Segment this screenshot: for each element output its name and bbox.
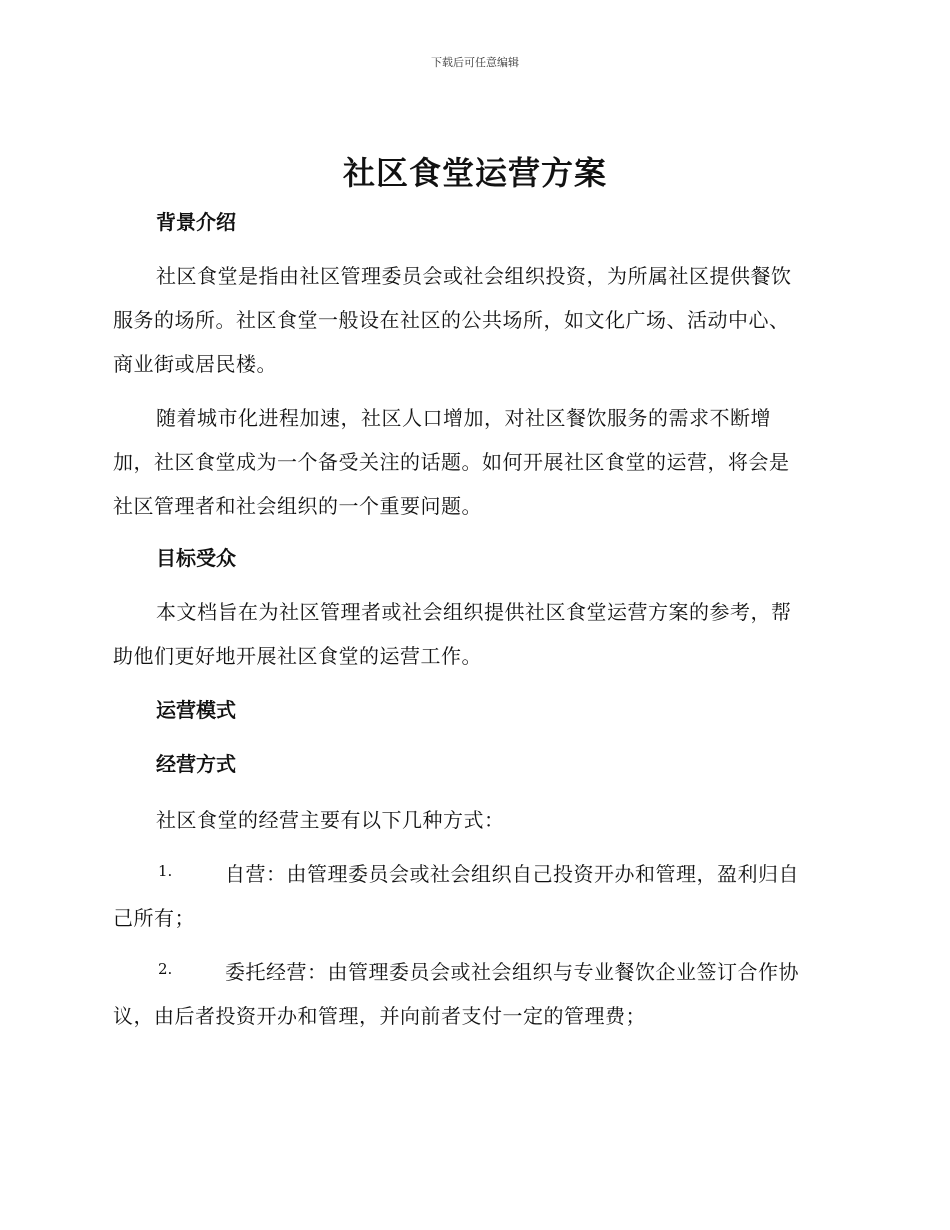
list-item-line: 委托经营：由管理委员会或社会组织与专业餐饮企业签订合作协	[225, 960, 799, 984]
paragraph-line: 社区食堂的经营主要有以下几种方式：	[156, 808, 505, 832]
page-header-note: 下载后可任意编辑	[431, 56, 519, 69]
paragraph-line: 随着城市化进程加速，社区人口增加，对社区餐饮服务的需求不断增	[156, 406, 771, 430]
paragraph-line: 服务的场所。社区食堂一般设在社区的公共场所，如文化广场、活动中心、	[113, 308, 790, 332]
section-heading-operation: 经营方式	[156, 752, 236, 776]
paragraph-line: 加，社区食堂成为一个备受关注的话题。如何开展社区食堂的运营，将会是	[113, 450, 790, 474]
paragraph-line: 助他们更好地开展社区食堂的运营工作。	[113, 644, 482, 668]
list-item-number: 2.	[158, 960, 173, 978]
section-heading-model: 运营模式	[156, 698, 236, 722]
section-heading-audience: 目标受众	[156, 546, 236, 570]
paragraph-line: 社区食堂是指由社区管理委员会或社会组织投资，为所属社区提供餐饮	[156, 264, 792, 288]
document-title: 社区食堂运营方案	[342, 154, 607, 192]
list-item-line: 议，由后者投资开办和管理，并向前者支付一定的管理费；	[113, 1004, 646, 1028]
list-item-number: 1.	[158, 862, 173, 880]
list-item-line: 自营：由管理委员会或社会组织自己投资开办和管理，盈利归自	[225, 862, 799, 886]
paragraph-line: 商业街或居民楼。	[113, 352, 277, 376]
paragraph-line: 本文档旨在为社区管理者或社会组织提供社区食堂运营方案的参考，帮	[156, 600, 792, 624]
list-item-line: 己所有；	[113, 906, 195, 930]
section-heading-background: 背景介绍	[156, 210, 236, 234]
paragraph-line: 社区管理者和社会组织的一个重要问题。	[113, 494, 482, 518]
